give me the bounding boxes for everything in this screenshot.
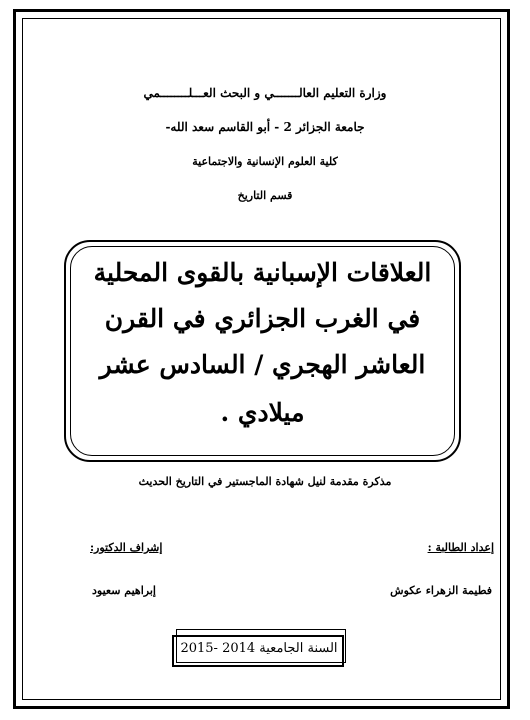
supervision-label: إشراف الدكتور: — [90, 541, 163, 554]
thesis-title-line-4: ميلادي . — [220, 398, 305, 427]
university-name: جامعة الجزائر 2 - أبو القاسم سعد الله- — [165, 120, 365, 134]
faculty-name: كلية العلوم الإنسانية والاجتماعية — [192, 155, 338, 168]
supervisor-name: إبراهيم سعيود — [92, 584, 156, 597]
thesis-title-line-3: العاشر الهجري / السادس عشر — [99, 350, 426, 379]
academic-year: السنة الجامعية 2014 -2015 — [180, 641, 338, 656]
department-name: قسم التاريخ — [237, 189, 293, 202]
thesis-title-line-2: في الغرب الجزائري في القرن — [104, 304, 421, 333]
thesis-title-line-1: العلاقات الإسبانية بالقوى المحلية — [93, 258, 432, 287]
ministry-name: وزارة التعليم العالـــــــي و البحث العـــلــــــــمي — [143, 86, 387, 100]
student-name: فطيمة الزهراء عكوش — [390, 584, 492, 597]
memo-description: مذكرة مقدمة لنيل شهادة الماجستير في التاريخ الحديث — [138, 475, 392, 488]
prepared-by-label: إعداد الطالبة : — [427, 541, 494, 554]
